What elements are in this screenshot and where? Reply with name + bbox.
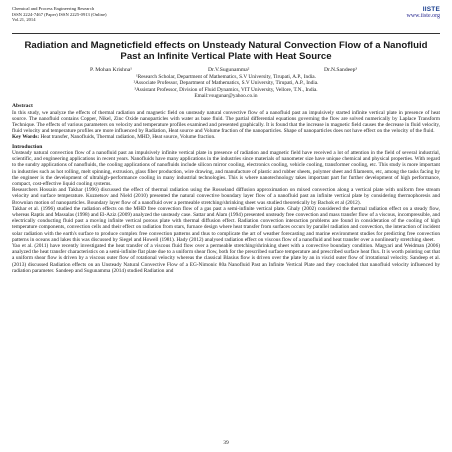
journal-name: Chemical and Process Engineering Research	[12, 6, 95, 11]
abstract-text: In this study, we analyze the effects of thermal radiation and magnetic field on unsteady natural convective flow of a nanofluid past an impulsively started infinite vertical plate in presence of heat source. The nanofluid contains Copper, Nikel, Zinc Oxide nanoparticles with water as base fluid. The partial differential equations governing the flow are solved numerically by Laplace Transform Technique. The effects of various parameters on velocity and temperature profiles examined and presented graphically. It is found that the increase in magnetic field causes the decrease in fluid velocity, fluid velocity and temperature profiles are more influenced by Radiation, Heat source and Volume fraction of the nanoparticles. Shape of nanoparticles does not have effect on the velocity of the fluid.	[12, 109, 440, 135]
introduction-paragraph-1: Unsteady natural convection flow of a nanofluid past an impulsively infinite vertical plate in presence of radiation and magnetic field have received a lot of attention in the field of several industrial, scientific, and engineering applications in recent years. Nanofluids have many applications in the industries since materials of nanometer size have unique chemical and physical properties. With regard to the sundry applications of nanofluids, the cooling applications of nanofluids include silicon mirror cooling, electronics cooling, vehicle cooling, transformer cooling, etc. This study is more important in industries such as hot rolling, melt spinning, extrusion, glass fiber production, wire drawing, and manufacture of plastic and rubber sheets, polymer sheet and filaments, etc, among the tasks facing by the engineer is the development of ultrahigh-performance cooling in many industrial technologies. This is where nanotechnology takes important part for further development of high performance, compact, cost-effective liquid cooling systems.	[12, 150, 440, 188]
abstract-heading: Abstract	[12, 103, 33, 110]
journal-issn: ISSN 2224-7467 (Paper) ISSN 2225-0913 (Online)	[12, 11, 107, 17]
introduction-paragraph-3: Takhar et al. (1996) studied the radiation effects on the MHD free convection flow of a gas past a semi-infinite vertical plate. Ghaly (2002) considered the thermal radiation effect on a steady flow, whereas Raptis and Massalas (1998) and El-Aziz (2009) analyzed the unsteady case. Sattar and Alam (1994) presented unsteady free convection and mass transfer flow of a viscous, incompressible, and electrically conducting fluid past a moving infinite vertical porous plate with thermal diffusion effect. Radiation convection interaction problems are found in consideration of the cooling of high temperature components, convection cells and their effect on radiation from stars, furnace design where heat transfer from surfaces occurs by parallel radiation and convection, the interaction of incident solar radiation with the earth's surface to produce complex free convection patterns and thus to complicate the art of weather forecasting and marine environment studies for predicting free convection patterns in oceans and lakes this was discussed by Siegel and Howell (1981). Hady (2012) analysed radiation effect on viscous flow of a nanofluid and heat transfer over a nonlinearly stretching sheet.	[12, 205, 440, 243]
author-3: Dr.N.Sandeep³	[324, 67, 358, 73]
paper-title: Radiation and Magneticfield effects on Unsteady Natural Convection Flow of a Nanofluid Past an Infinite Vertical Plate with Heat Source	[24, 40, 428, 62]
iiste-logo: IISTE	[422, 6, 440, 13]
author-email: Email:vsugunar@yahoo.co.in	[194, 92, 258, 99]
author-list	[12, 67, 440, 74]
affiliation-2: ²Associate Professor, Department of Mathematics, S.V University, Tirupati, A.P., India.	[133, 80, 319, 87]
author-1: P. Mohan Krishna¹	[90, 67, 132, 73]
header-divider	[12, 33, 440, 34]
keywords-list: Heat transfer, Nanofluids, Thermal radiation, MHD, Heat source, Volume fraction.	[39, 134, 216, 141]
journal-volume: Vol.21, 2014	[12, 17, 36, 23]
author-2: Dr.V.Sugunamma²	[208, 67, 250, 73]
affiliation-1: ¹Research Scholar, Department of Mathematics, S.V University, Tirupati, A.P., India.	[136, 74, 316, 80]
journal-website-link[interactable]: www.iiste.org	[406, 13, 440, 19]
keywords-label: Key Words:	[12, 134, 40, 141]
keywords	[12, 134, 440, 140]
affiliation-3: ³Assistant Professor, Division of Fluid Dynamics, VIT University, Vellore, T.N., India.	[134, 86, 318, 93]
page-number: 39	[223, 440, 229, 446]
introduction-heading: Introduction	[12, 143, 43, 150]
introduction-paragraph-4: Yao et al. (2011) have recently investigated the heat transfer of a viscous fluid flow over a permeable stretching/shrinking sheet with a convective boundary condition. Magyari and Weidman (2006) analyzed the heat transfer characteristics on a semi-infinite flat plate due to a uniform shear flow, both for the prescribed surface temperature and prescribed surface heat flux. It is worth pointing out that a uniform shear flow is driven by a viscous outer flow of rotational velocity whereas the classical Blasius flow is driven over the plate by an in viscid outer flow of irrotational velocity. Sandeep et al. (2013) discussed Radiation effects on an Unsteady Natural Convective Flow of a EG-Nimonic 80a Nanofluid Past an Infinite Vertical Plate and they concluded that nanofluid velocity influenced by radiation parameter. Sandeep and Sugunamma (2014) studied Radiation and	[12, 243, 440, 274]
introduction-paragraph-2: Researchers Hossain and Takhar (1996) discussed the effect of thermal radiation using the Rosseland diffusion approximation on mixed convection along a vertical plate with uniform free stream velocity and surface temperature. Kuznetsov and Nield (2010) presented the natural convective boundary layer flow of a nanofluid past an infinite vertical plate by considering thermophoresis and Brownian motion of nanoparticles. Boundary layer flow of a nanofluid over a permeable stretching/shrinking sheet was studied theoretically by Bachok et al (2012).	[12, 187, 440, 206]
journal-info	[12, 6, 107, 23]
journal-header	[12, 6, 440, 32]
journal-brand	[407, 6, 441, 19]
